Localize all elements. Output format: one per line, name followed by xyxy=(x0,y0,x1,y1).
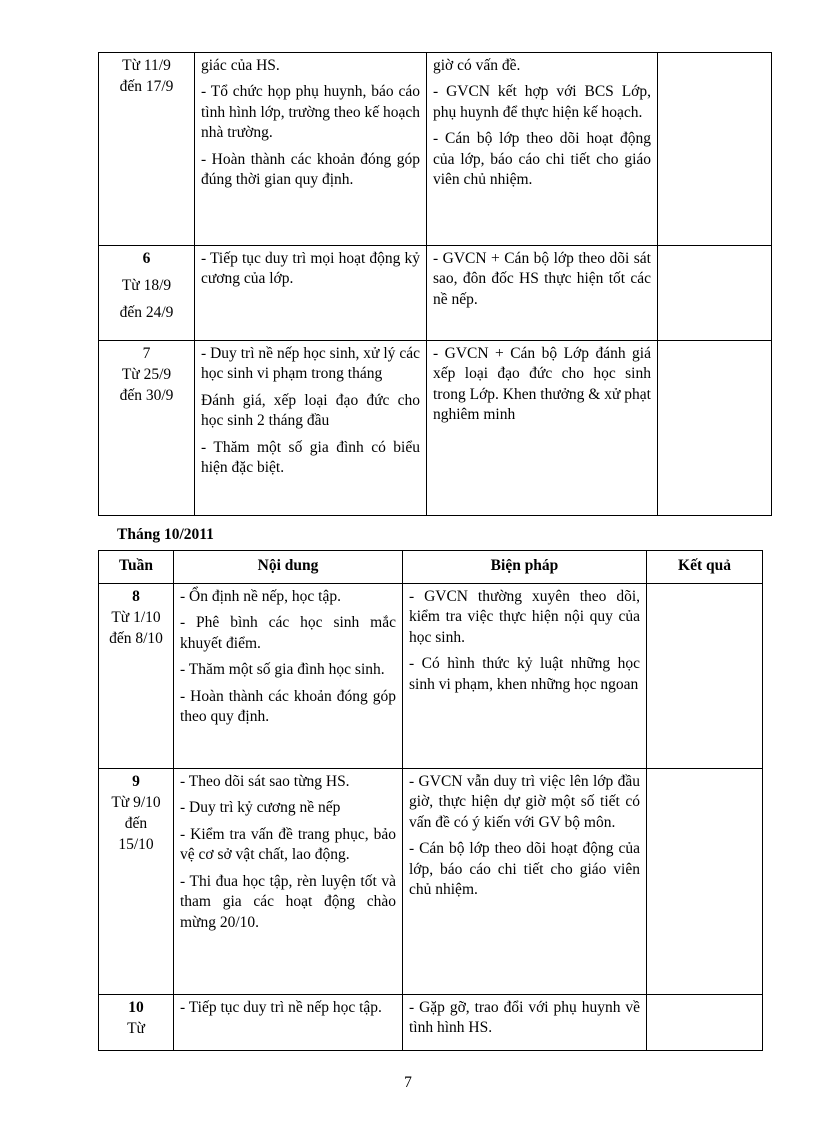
content-item: - Tiếp tục duy trì mọi hoạt động kỷ cương của lớp. xyxy=(201,250,420,288)
content-item: - Hoàn thành các khoản đóng góp theo quy định. xyxy=(180,687,396,726)
week-number: 10 xyxy=(128,999,144,1016)
measure-item: - Cán bộ lớp theo dõi hoạt động của lớp, báo cáo chi tiết cho giáo viên chủ nhiệm. xyxy=(433,130,651,189)
result-cell xyxy=(647,995,763,1051)
table-row xyxy=(99,995,763,1051)
week-cell xyxy=(99,53,195,246)
content-item: giác của HS. xyxy=(201,57,280,74)
week-number: 8 xyxy=(132,588,140,605)
measure-item: - GVCN kết hợp với BCS Lớp, phụ huynh để thực hiện kế hoạch. xyxy=(433,83,651,121)
week-date-to: đến 30/9 xyxy=(119,386,174,404)
measure-item: - Có hình thức kỷ luật những học sinh vi phạm, khen những học ngoan xyxy=(409,655,640,693)
week-cell xyxy=(99,995,174,1051)
week-date-to: đến 8/10 xyxy=(109,629,163,647)
week-cell xyxy=(99,246,195,341)
content-cell xyxy=(195,53,427,246)
week-date-from: Từ xyxy=(127,1019,145,1037)
week-date-to: đến 17/9 xyxy=(119,77,174,95)
measures-cell xyxy=(427,53,658,246)
content-item: - Kiểm tra vấn đề trang phục, bảo vệ cơ sở vật chất, lao động. xyxy=(180,825,396,864)
measures-cell xyxy=(403,584,647,769)
table-row xyxy=(99,341,772,516)
column-header-result: Kết quả xyxy=(647,551,763,584)
content-cell xyxy=(195,341,427,516)
content-item: Đánh giá, xếp loại đạo đức cho học sinh 2 tháng đầu xyxy=(201,391,420,430)
measure-item: - GVCN thường xuyên theo dõi, kiểm tra việc thực hiện nội quy của học sinh. xyxy=(409,588,640,646)
content-cell xyxy=(174,995,403,1051)
content-item: - Thăm một số gia đình có biểu hiện đặc biệt. xyxy=(201,438,420,477)
week-date-to: 15/10 xyxy=(118,835,154,853)
content-item: - Tổ chức họp phụ huynh, báo cáo tình hình lớp, trường theo kế hoạch nhà trường. xyxy=(201,83,420,142)
content-item: - Theo dõi sát sao từng HS. xyxy=(180,773,350,790)
table-row xyxy=(99,246,772,341)
content-cell xyxy=(174,769,403,995)
week-date-to: đến 24/9 xyxy=(119,303,174,321)
measure-item: giờ có vấn đề. xyxy=(433,57,521,74)
week-date-from: Từ 9/10 xyxy=(111,793,161,811)
measures-cell xyxy=(403,995,647,1051)
week-number: 9 xyxy=(132,773,140,790)
week-date-from: Từ 18/9 xyxy=(121,276,172,294)
weekly-plan-table-october xyxy=(98,550,763,1051)
month-heading: Tháng 10/2011 xyxy=(117,526,214,543)
column-header-measures: Biện pháp xyxy=(403,551,647,584)
measure-item: - GVCN + Cán bộ Lớp đánh giá xếp loại đạo đức cho học sinh trong Lớp. Khen thưởng & xử phạt nghiêm minh xyxy=(433,345,651,424)
table-row xyxy=(99,53,772,246)
column-header-content: Nội dung xyxy=(174,551,403,584)
content-item: - Duy trì kỷ cương nề nếp xyxy=(180,799,341,817)
measure-item: - GVCN + Cán bộ lớp theo dõi sát sao, đôn đốc HS thực hiện tốt các nề nếp. xyxy=(433,250,651,308)
measures-cell xyxy=(427,246,658,341)
content-item: - Duy trì nề nếp học sinh, xử lý các học sinh vi phạm trong tháng xyxy=(201,345,420,383)
table-row xyxy=(99,584,763,769)
weekly-plan-table-september xyxy=(98,52,772,516)
content-cell xyxy=(174,584,403,769)
week-date-connector: đến xyxy=(124,814,148,832)
measures-cell xyxy=(427,341,658,516)
week-date-from: Từ 11/9 xyxy=(122,57,171,74)
week-number: 6 xyxy=(142,250,151,267)
week-date-from: Từ 1/10 xyxy=(111,608,161,626)
content-item: - Thăm một số gia đình học sinh. xyxy=(180,661,385,679)
result-cell xyxy=(647,769,763,995)
content-item: - Hoàn thành các khoản đóng góp đúng thời gian quy định. xyxy=(201,150,420,189)
content-item: - Tiếp tục duy trì nề nếp học tập. xyxy=(180,999,382,1016)
week-cell xyxy=(99,584,174,769)
measure-item: - GVCN vẫn duy trì việc lên lớp đầu giờ, thực hiện dự giờ một số tiết có vấn đề có ý kiến với GV bộ môn. xyxy=(409,773,640,831)
result-cell xyxy=(647,584,763,769)
result-cell xyxy=(658,246,772,341)
week-cell xyxy=(99,341,195,516)
week-date-from: Từ 25/9 xyxy=(121,365,172,383)
measures-cell xyxy=(403,769,647,995)
week-cell xyxy=(99,769,174,995)
result-cell xyxy=(658,53,772,246)
content-item: - Thi đua học tập, rèn luyện tốt và tham gia các hoạt động chào mừng 20/10. xyxy=(180,872,396,931)
table-row xyxy=(99,769,763,995)
measure-item: - Gặp gỡ, trao đổi với phụ huynh về tình hình HS. xyxy=(409,999,640,1037)
column-header-week: Tuần xyxy=(99,551,174,584)
content-item: - Phê bình các học sinh mắc khuyết điểm. xyxy=(180,614,396,652)
page-number: 7 xyxy=(404,1074,412,1091)
week-number: 7 xyxy=(142,345,151,362)
table-header-row xyxy=(99,551,763,584)
measure-item: - Cán bộ lớp theo dõi hoạt động của lớp, báo cáo chi tiết cho giáo viên chủ nhiệm. xyxy=(409,840,640,899)
content-item: - Ổn định nề nếp, học tập. xyxy=(180,588,341,605)
result-cell xyxy=(658,341,772,516)
content-cell xyxy=(195,246,427,341)
